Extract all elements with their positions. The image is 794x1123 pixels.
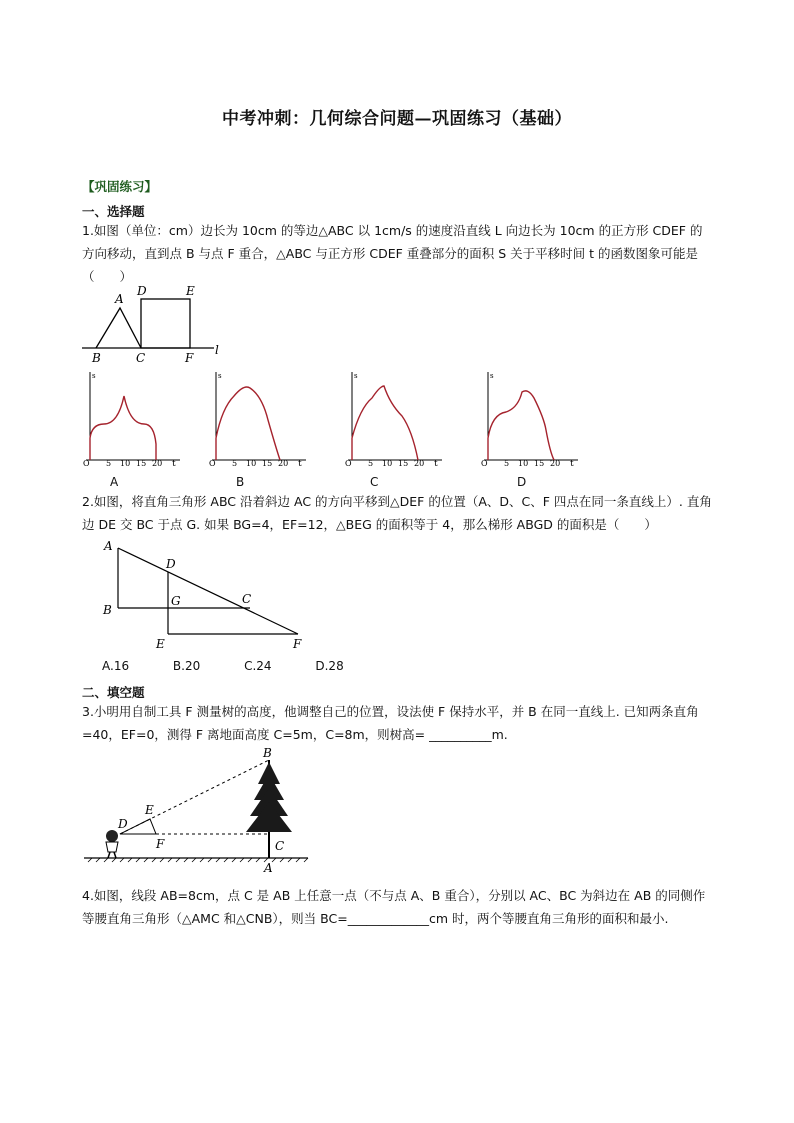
curve-b [216,387,280,460]
label-f: F [185,351,194,365]
sight-line [120,760,269,834]
svg-text:t: t [570,459,574,468]
svg-text:C: C [242,592,252,606]
svg-text:E: E [156,637,165,651]
q2-option-c: C.24 [244,659,272,673]
svg-text:F: F [156,837,165,851]
q1-figure [80,282,230,368]
q3-figure [82,748,314,872]
svg-text:5: 5 [232,459,238,468]
svg-text:20: 20 [152,459,163,468]
svg-text:10: 10 [120,459,131,468]
q1-graph-c [342,368,452,468]
svg-text:O: O [83,459,90,468]
label-b: B [92,351,101,365]
svg-text:10: 10 [382,459,393,468]
question-2-text: 2.如图，将直角三角形 ABC 沿着斜边 AC 的方向平移到△DEF 的位置（A、D、C、F 四点在同一条直线上）. 直角边 DE 交 BC 于点 G. 如果 BG=4，EF=12，△BEG 的面积等于 4，那么梯形 ABGD 的面积是（ ） [82,494,712,532]
svg-text:O: O [481,459,488,468]
svg-text:t: t [434,459,438,468]
q1-graph-d [478,368,588,468]
svg-text:5: 5 [504,459,510,468]
svg-text:t: t [298,459,302,468]
svg-text:G: G [171,594,181,608]
curve-d [488,391,554,460]
svg-text:15: 15 [398,459,409,468]
q1-graph-b [206,368,316,468]
q2-option-d: D.28 [315,659,344,673]
svg-text:B: B [103,603,112,617]
svg-text:15: 15 [262,459,273,468]
svg-text:A: A [264,861,273,872]
svg-text:10: 10 [246,459,257,468]
q2-option-a: A.16 [102,659,130,673]
question-1-text: 1.如图（单位：cm）边长为 10cm 的等边△ABC 以 1cm/s 的速度沿直线 L 向边长为 10cm 的正方形 CDEF 的方向移动，直到点 B 与点 F 重合，△ABC 与正方形 CDEF 重叠部分的面积 S 关于平移时间 t 的函数图象可能是（ ） [82,223,703,284]
svg-text:D: D [166,557,176,571]
question-4-text: 4.如图，线段 AB=8cm，点 C 是 AB 上任意一点（不与点 A、B 重合），分别以 AC、BC 为斜边在 AB 的同侧作等腰直角三角形（△AMC 和△CNB），则当 BC=_____________cm 时，两个等腰直角三角形的面积和最小. [82,888,706,926]
label-e: E [186,284,195,298]
option-d-caption: D [517,475,527,489]
section-heading-fill: 二、填空题 [82,685,145,700]
section-heading-choice: 一、选择题 [82,204,145,219]
svg-text:5: 5 [106,459,112,468]
page-title: 中考冲刺：几何综合问题—巩固练习（基础） [222,109,572,129]
label-d: D [137,284,147,298]
square-cdef [141,299,190,348]
q2-option-b: B.20 [172,659,201,673]
label-l: l [215,343,219,357]
option-c-caption: C [370,475,379,489]
svg-text:10: 10 [518,459,529,468]
svg-text:A: A [104,539,113,553]
svg-text:20: 20 [414,459,425,468]
tree-figure [246,760,292,858]
svg-text:E: E [145,803,154,817]
q2-options [102,659,384,673]
svg-text:s: s [218,372,222,380]
svg-text:s: s [354,372,358,380]
curve-a [90,396,156,460]
section-tag: 【巩固练习】 [82,179,158,194]
curve-c [352,386,418,460]
label-c: C [136,351,146,365]
svg-text:D: D [118,817,128,831]
triangle-abc [96,308,141,348]
person-figure [106,830,118,858]
svg-text:O: O [345,459,352,468]
svg-text:15: 15 [136,459,147,468]
svg-text:F: F [293,637,302,651]
option-a-caption: A [110,475,119,489]
option-b-caption: B [236,475,245,489]
question-3-text: 3.小明用自制工具 F 测量树的高度，他调整自己的位置，设法使 F 保持水平，并 B 在同一直线上. 已知两条直角=40，EF=0，测得 F 离地面高度 C=5m，C=8m，则树高= __________m. [82,704,699,742]
svg-text:B: B [263,748,272,760]
svg-text:20: 20 [550,459,561,468]
label-a: A [115,292,124,306]
svg-text:20: 20 [278,459,289,468]
svg-text:s: s [92,372,96,380]
svg-text:C: C [275,839,285,853]
svg-text:O: O [209,459,216,468]
svg-text:s: s [490,372,494,380]
q2-figure [98,538,318,656]
svg-text:5: 5 [368,459,374,468]
svg-text:15: 15 [534,459,545,468]
svg-text:t: t [172,459,176,468]
q1-graph-a [80,368,190,468]
